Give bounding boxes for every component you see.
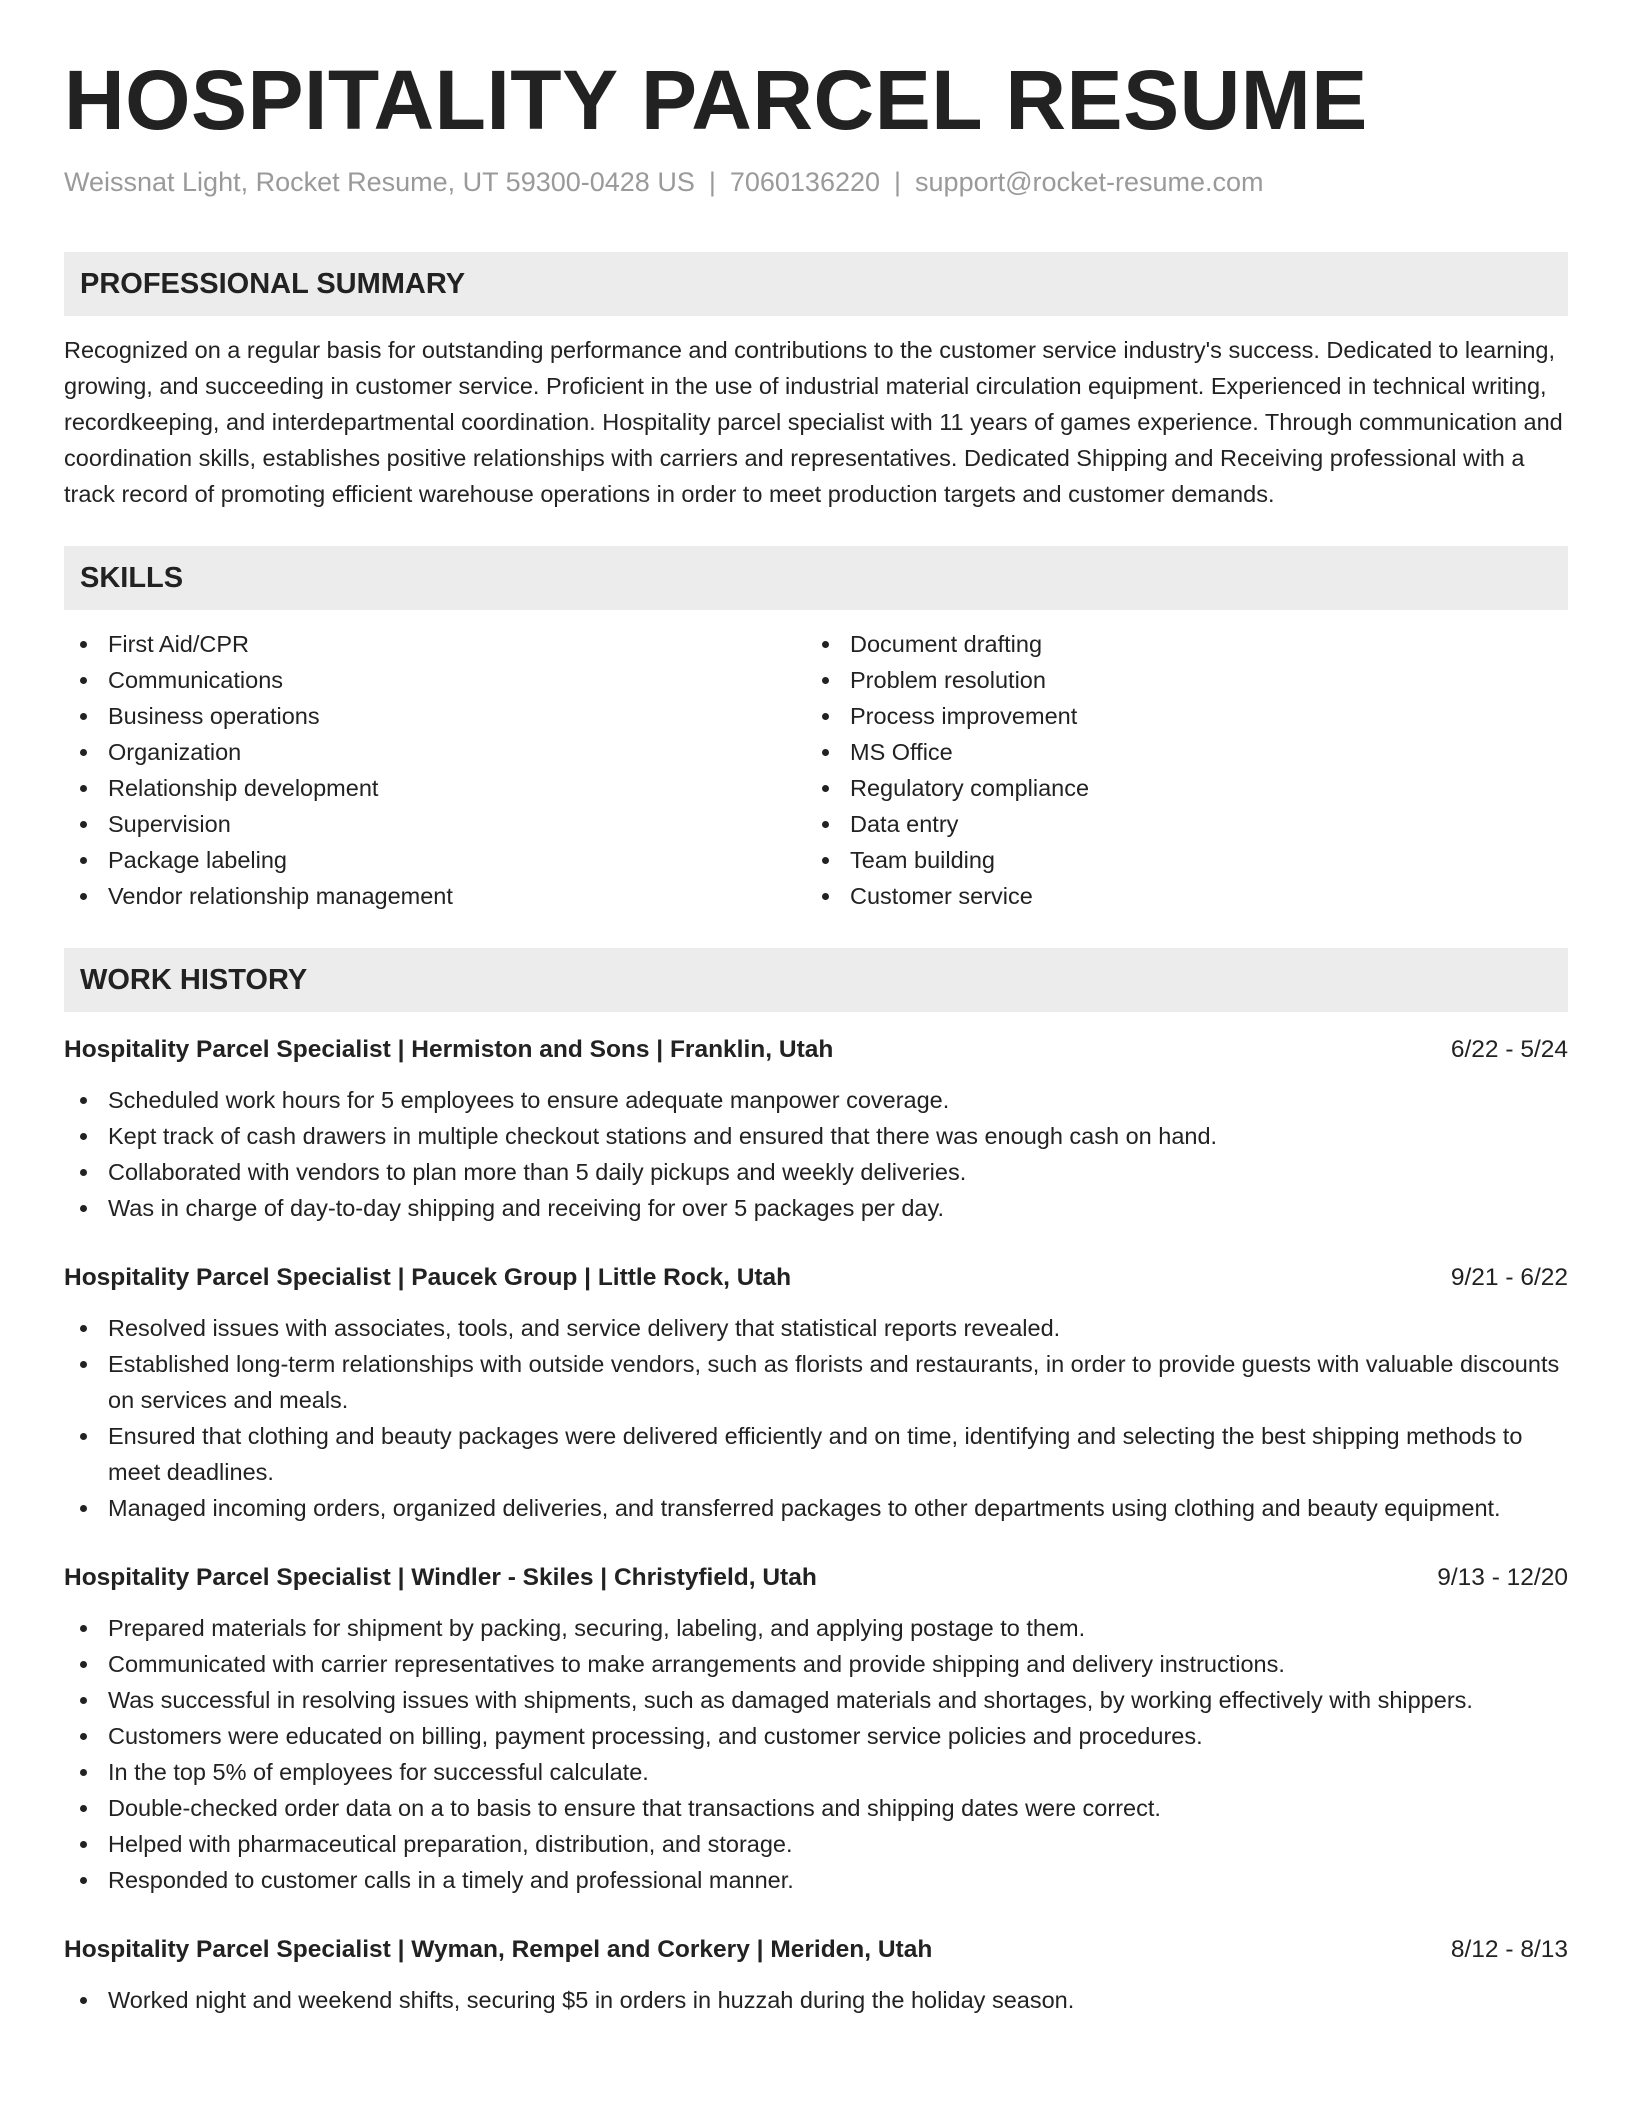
skill-item: Customer service [806,878,1548,914]
job-bullets [64,1310,1568,1526]
summary-heading: PROFESSIONAL SUMMARY [64,252,1568,316]
job-bullet: Prepared materials for shipment by packing, securing, labeling, and applying postage to them. [64,1610,1568,1646]
job-bullet: Responded to customer calls in a timely and professional manner. [64,1862,1568,1898]
skill-item: Vendor relationship management [64,878,806,914]
resume-title: HOSPITALITY PARCEL RESUME [64,53,1368,147]
job-bullet: In the top 5% of employees for successful calculate. [64,1754,1568,1790]
skill-item: Document drafting [806,626,1548,662]
job-title: Hospitality Parcel Specialist | Wyman, Rempel and Corkery | Meriden, Utah [64,1935,933,1963]
contact-line [64,165,1568,200]
contact-phone: 7060136220 [729,166,881,197]
job-bullets [64,1082,1568,1226]
job-header [64,1560,1568,1596]
job-dates: 9/21 - 6/22 [1450,1263,1568,1291]
skills-grid [64,626,1568,914]
skills-heading: SKILLS [64,546,1568,610]
work-history-heading: WORK HISTORY [64,948,1568,1012]
job-bullets [64,1610,1568,1898]
job-entry [64,1932,1568,2018]
contact-email: support@rocket-resume.com [915,166,1264,197]
job-bullet: Double-checked order data on a to basis to ensure that transactions and shipping dates were correct. [64,1790,1568,1826]
skill-item: Organization [64,734,806,770]
job-header [64,1032,1568,1068]
job-entry [64,1032,1568,1226]
skill-item: MS Office [806,734,1548,770]
skill-item: Regulatory compliance [806,770,1548,806]
contact-separator: | [894,166,902,197]
job-bullet: Helped with pharmaceutical preparation, distribution, and storage. [64,1826,1568,1862]
job-bullets [64,1982,1568,2018]
job-header [64,1932,1568,1968]
skill-item: Team building [806,842,1548,878]
contact-separator: | [708,166,716,197]
job-bullet: Customers were educated on billing, payment processing, and customer service policies and procedures. [64,1718,1568,1754]
job-bullet: Scheduled work hours for 5 employees to ensure adequate manpower coverage. [64,1082,1568,1118]
job-bullet: Ensured that clothing and beauty packages were delivered efficiently and on time, identifying and selecting the best shipping methods to meet deadlines. [64,1418,1568,1490]
job-entry [64,1260,1568,1526]
job-bullet: Was successful in resolving issues with shipments, such as damaged materials and shortages, by working effectively with shippers. [64,1682,1568,1718]
job-dates: 9/13 - 12/20 [1437,1563,1568,1591]
skills-column-left [64,626,806,914]
skill-item: Package labeling [64,842,806,878]
job-entry [64,1560,1568,1898]
job-bullet: Collaborated with vendors to plan more than 5 daily pickups and weekly deliveries. [64,1154,1568,1190]
job-title: Hospitality Parcel Specialist | Paucek Group | Little Rock, Utah [64,1263,792,1291]
skills-column-right [806,626,1548,914]
skill-item: Process improvement [806,698,1548,734]
skill-item: Communications [64,662,806,698]
job-bullet: Was in charge of day-to-day shipping and receiving for over 5 packages per day. [64,1190,1568,1226]
job-bullet: Established long-term relationships with outside vendors, such as florists and restaurants, in order to provide guests with valuable discounts on services and meals. [64,1346,1568,1418]
job-title: Hospitality Parcel Specialist | Windler - Skiles | Christyfield, Utah [64,1563,817,1591]
job-bullet: Kept track of cash drawers in multiple checkout stations and ensured that there was enough cash on hand. [64,1118,1568,1154]
contact-address: Weissnat Light, Rocket Resume, UT 59300-0428 US [64,166,695,197]
summary-text: Recognized on a regular basis for outstanding performance and contributions to the customer service industry's success. Dedicated to learning, growing, and succeeding in customer service. Proficient in the use of industrial material circulation equipment. Experienced in technical writing, recordkeeping, and interdepartmental coordination. Hospitality parcel specialist with 11 years of games experience. Through communication and coordination skills, establishes positive relationships with carriers and representatives. Dedicated Shipping and Receiving professional with a track record of promoting efficient warehouse operations in order to meet production targets and customer demands. [64,336,1563,507]
skill-item: Supervision [64,806,806,842]
job-bullet: Communicated with carrier representatives to make arrangements and provide shipping and delivery instructions. [64,1646,1568,1682]
job-header [64,1260,1568,1296]
skill-item: First Aid/CPR [64,626,806,662]
job-bullet: Resolved issues with associates, tools, and service delivery that statistical reports revealed. [64,1310,1568,1346]
job-dates: 6/22 - 5/24 [1450,1035,1568,1063]
job-bullet: Worked night and weekend shifts, securing $5 in orders in huzzah during the holiday season. [64,1982,1568,2018]
skill-item: Relationship development [64,770,806,806]
skill-item: Business operations [64,698,806,734]
skill-item: Data entry [806,806,1548,842]
skill-item: Problem resolution [806,662,1548,698]
job-title: Hospitality Parcel Specialist | Hermiston and Sons | Franklin, Utah [64,1035,834,1063]
job-dates: 8/12 - 8/13 [1450,1935,1568,1963]
job-bullet: Managed incoming orders, organized deliveries, and transferred packages to other departments using clothing and beauty equipment. [64,1490,1568,1526]
